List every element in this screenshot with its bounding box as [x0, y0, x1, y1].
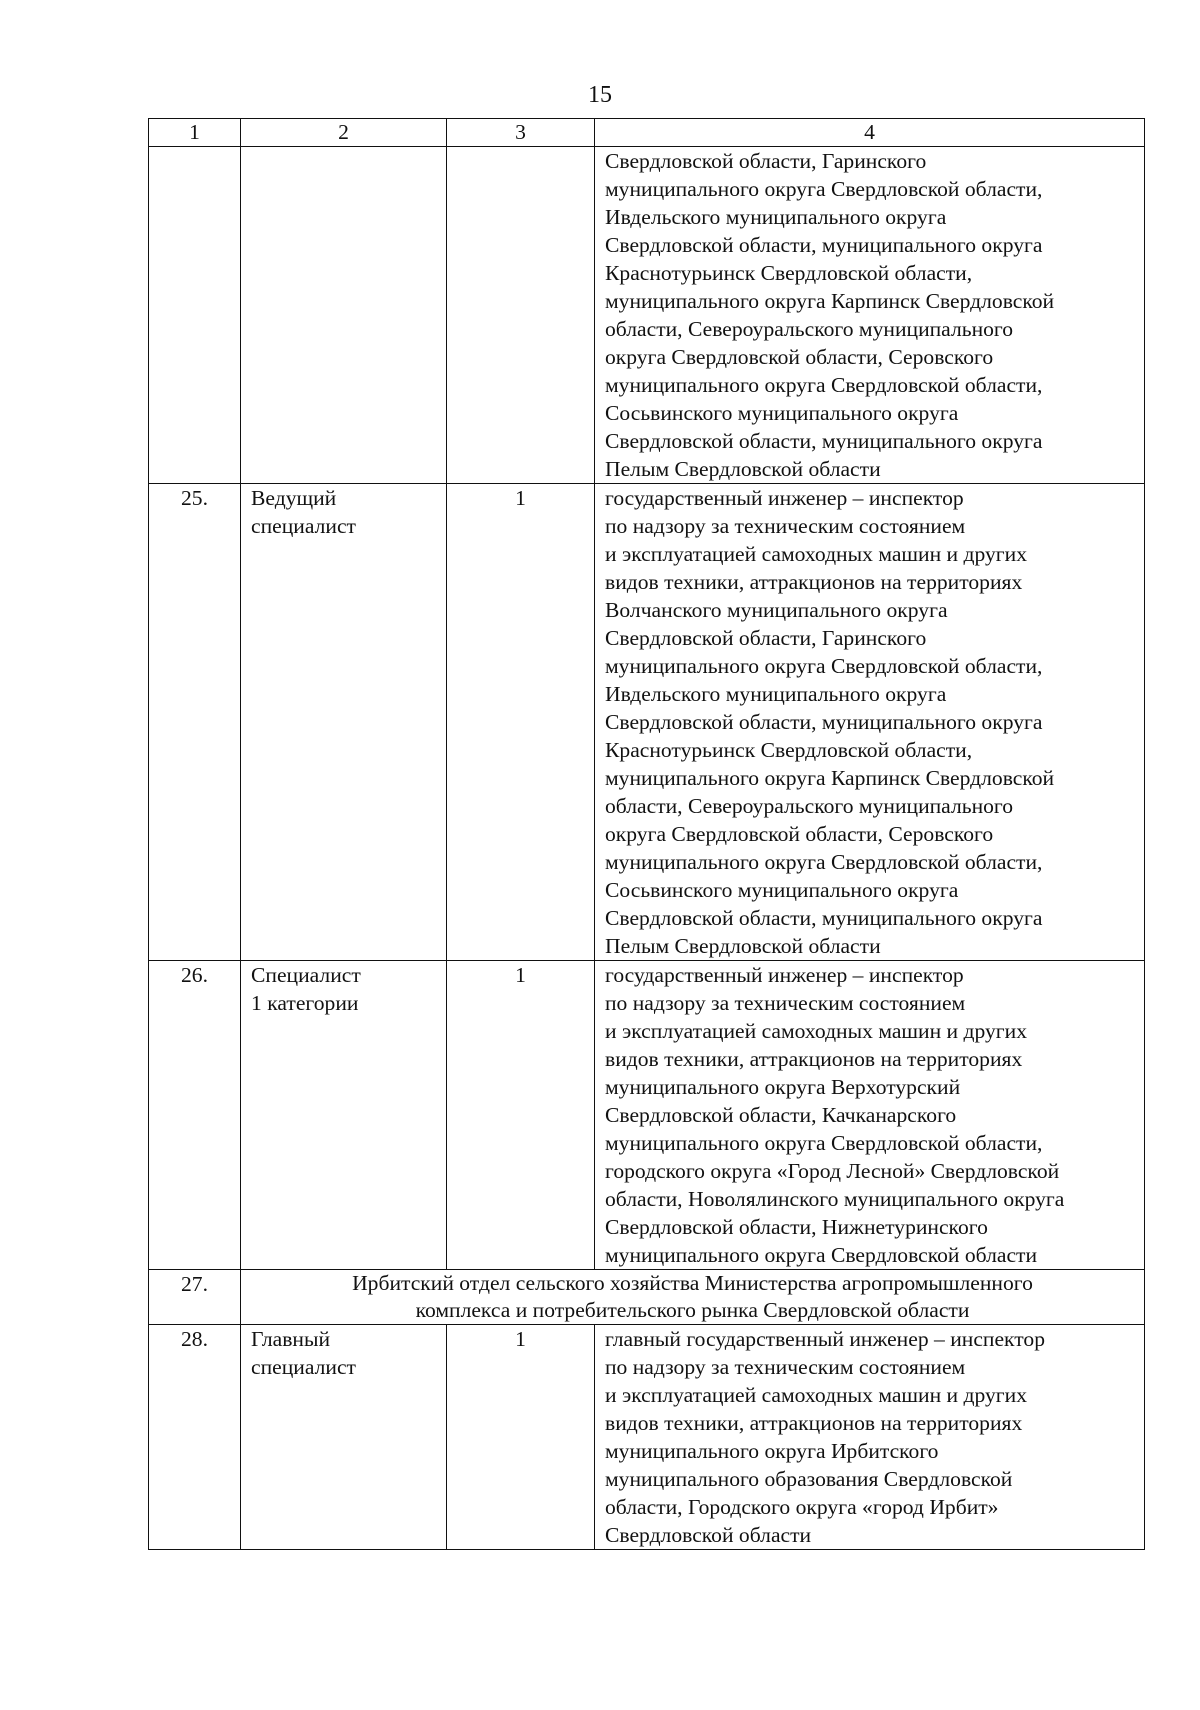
description-line: видов техники, аттракционов на территориях	[605, 1047, 1023, 1071]
table-row	[149, 147, 1145, 484]
description-line: округа Свердловской области, Серовского	[605, 345, 994, 369]
description-line: муниципального округа Свердловской области,	[605, 1131, 1043, 1155]
row-number: 28.	[149, 1325, 241, 1550]
row-number: 27.	[149, 1270, 241, 1325]
section-row	[149, 1270, 1145, 1325]
position-cell	[241, 1325, 447, 1550]
count-cell	[447, 147, 595, 484]
description-line: Ивдельского муниципального округа	[605, 205, 947, 229]
header-col-3: 3	[447, 119, 595, 147]
description-line: по надзору за техническим состоянием	[605, 1355, 966, 1379]
section-title-line: Ирбитский отдел сельского хозяйства Министерства агропромышленного	[352, 1271, 1033, 1295]
description-line: и эксплуатацией самоходных машин и других	[605, 1383, 1028, 1407]
description-line: Пелым Свердловской области	[605, 934, 881, 958]
section-title	[241, 1270, 1145, 1325]
description-line: видов техники, аттракционов на территориях	[605, 570, 1023, 594]
description-line: городского округа «Город Лесной» Свердловской	[605, 1159, 1060, 1183]
staff-table	[148, 118, 1145, 1550]
position-line: 1 категории	[251, 991, 359, 1015]
description-line: муниципального округа Верхотурский	[605, 1075, 961, 1099]
description-line: области, Новолялинского муниципального округа	[605, 1187, 1065, 1211]
position-line: Специалист	[251, 963, 361, 987]
section-title-line: комплекса и потребительского рынка Свердловской области	[415, 1298, 970, 1322]
description-line: муниципального округа Свердловской области,	[605, 373, 1043, 397]
description-line: Свердловской области, муниципального округа	[605, 906, 1043, 930]
description-line: муниципального округа Ирбитского	[605, 1439, 939, 1463]
description-line: Свердловской области, муниципального округа	[605, 429, 1043, 453]
table-header-row	[149, 119, 1145, 147]
description-line: области, Городского округа «город Ирбит»	[605, 1495, 999, 1519]
description-line: муниципального округа Свердловской области,	[605, 177, 1043, 201]
description-line: Сосьвинского муниципального округа	[605, 878, 959, 902]
position-cell	[241, 147, 447, 484]
description-line: Свердловской области, Гаринского	[605, 149, 927, 173]
description-line: Свердловской области	[605, 1523, 812, 1547]
description-line: Свердловской области, муниципального округа	[605, 233, 1043, 257]
description-line: Ивдельского муниципального округа	[605, 682, 947, 706]
header-col-1: 1	[149, 119, 241, 147]
description-line: Сосьвинского муниципального округа	[605, 401, 959, 425]
header-col-4: 4	[595, 119, 1145, 147]
description-line: муниципального округа Карпинск Свердловской	[605, 289, 1055, 313]
page-number: 15	[588, 82, 612, 108]
position-cell	[241, 484, 447, 961]
position-line: Главный	[251, 1327, 331, 1351]
position-line: специалист	[251, 1355, 356, 1379]
description-cell	[595, 1325, 1145, 1550]
description-line: муниципального округа Свердловской области,	[605, 654, 1043, 678]
description-line: Краснотурьинск Свердловской области,	[605, 261, 973, 285]
position-cell	[241, 961, 447, 1270]
row-number: 26.	[149, 961, 241, 1270]
row-number: 25.	[149, 484, 241, 961]
description-line: Пелым Свердловской области	[605, 457, 881, 481]
count-cell: 1	[447, 484, 595, 961]
description-line: и эксплуатацией самоходных машин и других	[605, 1019, 1028, 1043]
table-row	[149, 1325, 1145, 1550]
description-line: видов техники, аттракционов на территориях	[605, 1411, 1023, 1435]
row-number	[149, 147, 241, 484]
description-cell	[595, 961, 1145, 1270]
description-line: по надзору за техническим состоянием	[605, 514, 966, 538]
description-line: области, Североуральского муниципального	[605, 794, 1014, 818]
description-line: и эксплуатацией самоходных машин и других	[605, 542, 1028, 566]
description-line: Свердловской области, Гаринского	[605, 626, 927, 650]
description-line: по надзору за техническим состоянием	[605, 991, 966, 1015]
description-line: государственный инженер – инспектор	[605, 486, 964, 510]
description-line: округа Свердловской области, Серовского	[605, 822, 994, 846]
description-line: Свердловской области, муниципального округа	[605, 710, 1043, 734]
description-line: Краснотурьинск Свердловской области,	[605, 738, 973, 762]
description-line: муниципального округа Карпинск Свердловской	[605, 766, 1055, 790]
position-line: Ведущий	[251, 486, 337, 510]
description-line: муниципального округа Свердловской области,	[605, 850, 1043, 874]
description-line: Свердловской области, Качканарского	[605, 1103, 957, 1127]
description-cell	[595, 484, 1145, 961]
description-line: государственный инженер – инспектор	[605, 963, 964, 987]
description-line: области, Североуральского муниципального	[605, 317, 1014, 341]
position-line: специалист	[251, 514, 356, 538]
description-line: муниципального округа Свердловской области	[605, 1243, 1038, 1267]
description-line: Волчанского муниципального округа	[605, 598, 948, 622]
header-col-2: 2	[241, 119, 447, 147]
description-line: Свердловской области, Нижнетуринского	[605, 1215, 988, 1239]
description-line: главный государственный инженер – инспектор	[605, 1327, 1045, 1351]
count-cell: 1	[447, 961, 595, 1270]
description-line: муниципального образования Свердловской	[605, 1467, 1013, 1491]
count-cell: 1	[447, 1325, 595, 1550]
table-row	[149, 484, 1145, 961]
description-cell	[595, 147, 1145, 484]
table-row	[149, 961, 1145, 1270]
